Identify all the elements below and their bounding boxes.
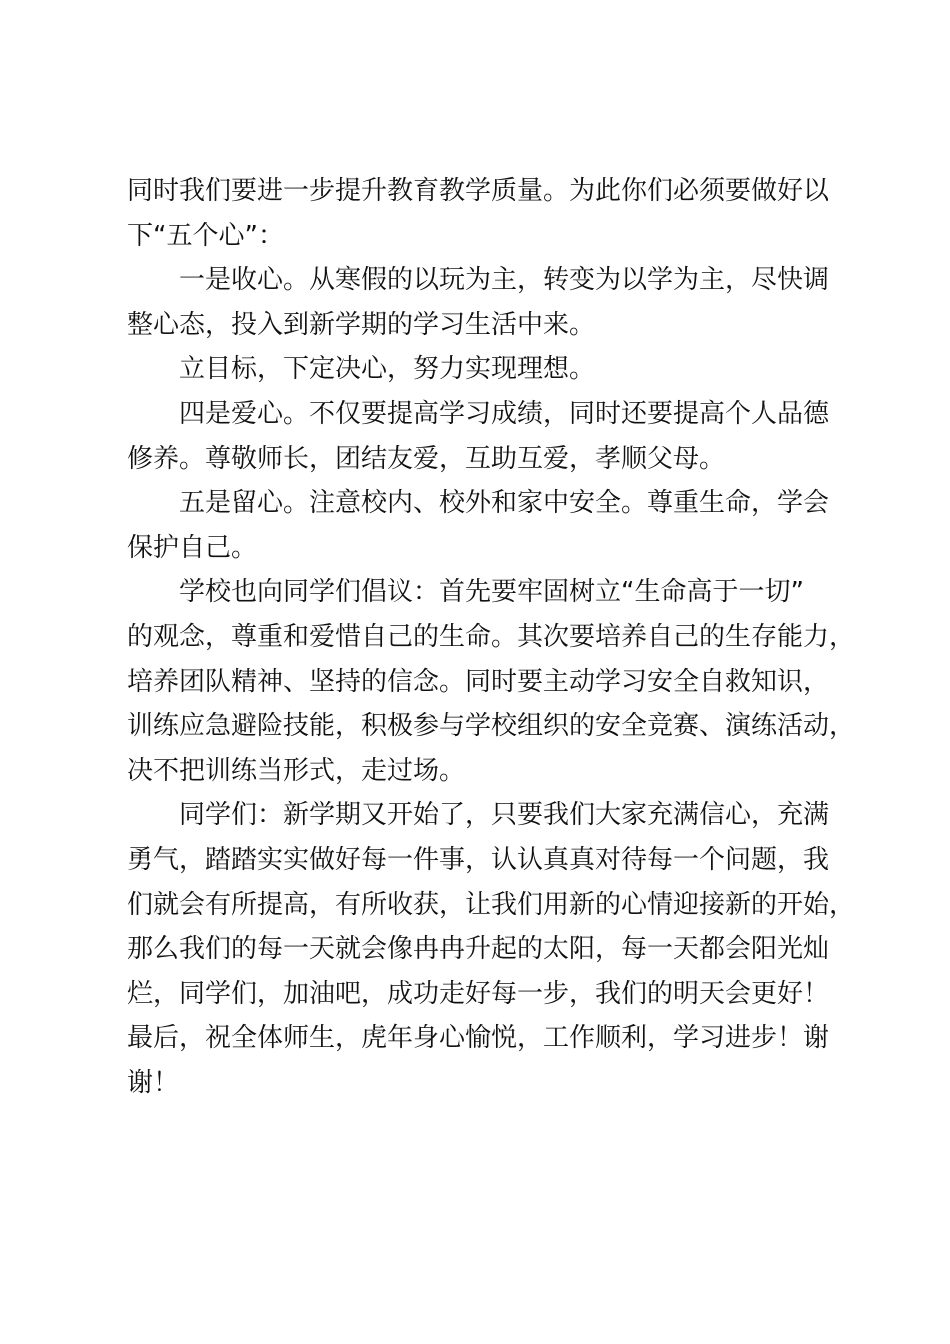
body-text <box>127 169 862 1105</box>
text-line: 谢！ <box>127 1067 180 1098</box>
text-line: 保护自己。 <box>127 532 258 563</box>
text-line: 立目标，下定决心，努力实现理想。 <box>179 354 596 385</box>
text-line: 培养团队精神、坚持的信念。同时要主动学习安全自救知识， <box>127 666 830 697</box>
text-line: 五是留心。注意校内、校外和家中安全。尊重生命，学会 <box>179 488 830 519</box>
text-line: 决不把训练当形式，走过场。 <box>127 755 466 786</box>
text-line: 一是收心。从寒假的以玩为主，转变为以学为主，尽快调 <box>179 265 830 296</box>
text-line: 同学们：新学期又开始了，只要我们大家充满信心，充满 <box>179 800 830 831</box>
text-line: 下“五个心”： <box>127 220 284 251</box>
text-line: 修养。尊敬师长，团结友爱，互助互爱，孝顺父母。 <box>127 443 726 474</box>
text-line: 训练应急避险技能，积极参与学校组织的安全竞赛、演练活动， <box>127 711 856 742</box>
text-line: 那么我们的每一天就会像冉冉升起的太阳，每一天都会阳光灿 <box>127 934 830 965</box>
text-line: 整心态，投入到新学期的学习生活中来。 <box>127 309 596 340</box>
text-line: 最后，祝全体师生，虎年身心愉悦，工作顺利，学习进步！谢 <box>127 1023 830 1054</box>
text-line: 的观念，尊重和爱惜自己的生命。其次要培养自己的生存能力， <box>127 621 856 652</box>
text-line: 勇气，踏踏实实做好每一件事，认认真真对待每一个问题，我 <box>127 844 830 875</box>
text-line: 学校也向同学们倡议：首先要牢固树立“生命高于一切” <box>179 577 804 608</box>
text-line: 烂，同学们，加油吧，成功走好每一步，我们的明天会更好！ <box>127 978 830 1009</box>
text-line: 们就会有所提高，有所收获，让我们用新的心情迎接新的开始， <box>127 889 856 920</box>
text-line: 四是爱心。不仅要提高学习成绩，同时还要提高个人品德 <box>179 398 830 429</box>
text-line: 同时我们要进一步提升教育教学质量。为此你们必须要做好以 <box>127 176 830 206</box>
